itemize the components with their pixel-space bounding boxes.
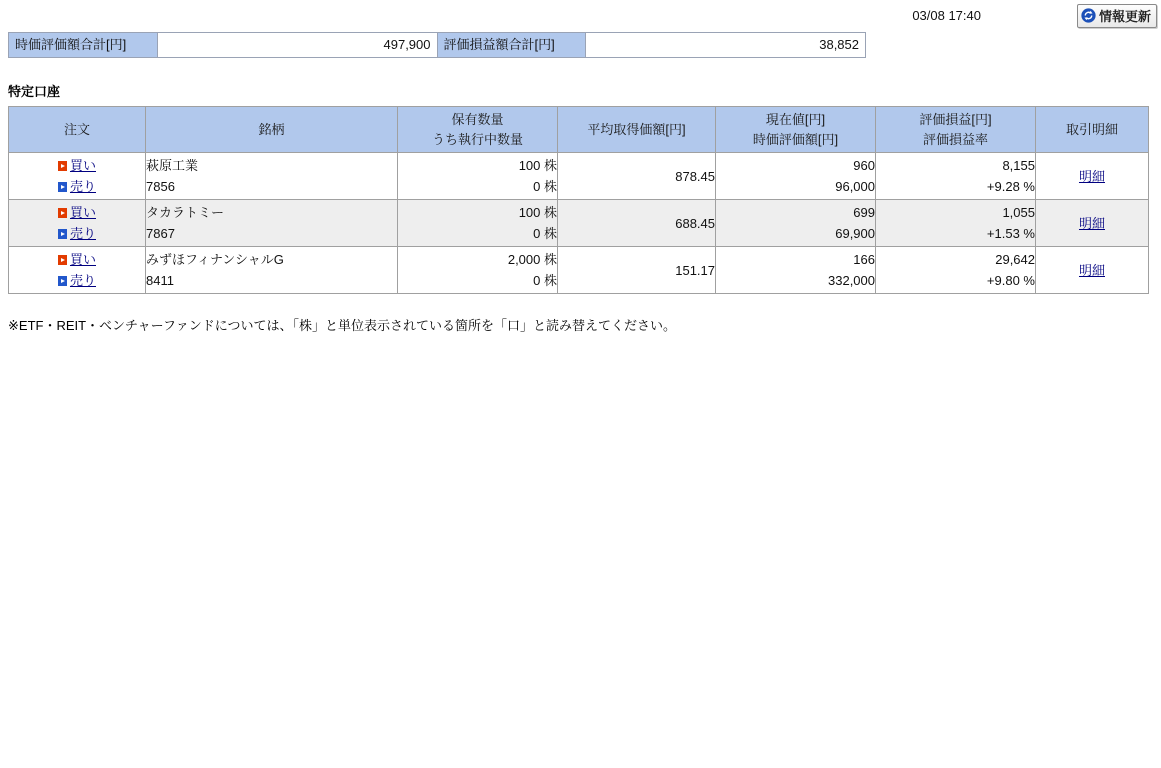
detail-link[interactable]: 明細: [1078, 168, 1105, 184]
market-value: 69,900: [835, 226, 875, 241]
etf-unit-footnote: ※ETF・REIT・ベンチャーファンドについては、「株」と単位表示されている箇所を「口」と読み替えてください。: [8, 318, 676, 333]
buy-link[interactable]: 買い: [69, 158, 96, 173]
order-cell: [9, 247, 146, 294]
quantity-cell: [398, 247, 558, 294]
current-price: 166: [853, 252, 875, 267]
buy-arrow-icon: [58, 255, 67, 265]
pl-cell: [876, 247, 1036, 294]
pl-total-value: 38,852: [586, 33, 866, 58]
timestamp: 03/08 17:40: [912, 8, 981, 23]
stock-name: みずほフィナンシャルG: [146, 252, 284, 267]
refresh-button[interactable]: [1077, 4, 1157, 28]
market-value-total-value: 497,900: [158, 33, 438, 58]
detail-link[interactable]: 明細: [1078, 262, 1105, 278]
market-value: 96,000: [835, 179, 875, 194]
executing-quantity: 0 株: [533, 226, 557, 241]
avg-price-cell: 151.17: [558, 247, 716, 294]
buy-link[interactable]: 買い: [69, 205, 96, 220]
pl-cell: [876, 153, 1036, 200]
pl-amount: 1,055: [1002, 205, 1035, 220]
table-row: [9, 200, 1149, 247]
market-value: 332,000: [828, 273, 875, 288]
stock-cell: [146, 247, 398, 294]
col-header-trade-detail: 取引明細: [1036, 107, 1149, 153]
col-header-name: 銘柄: [146, 107, 398, 153]
buy-arrow-icon: [58, 161, 67, 171]
order-cell: [9, 200, 146, 247]
current-price-cell: [716, 200, 876, 247]
stock-code: 7867: [146, 226, 175, 241]
stock-code: 8411: [146, 273, 174, 288]
table-row: [9, 153, 1149, 200]
quantity-cell: [398, 153, 558, 200]
sell-arrow-icon: [58, 229, 67, 239]
refresh-button-label: 情報更新: [1098, 9, 1151, 24]
current-price-cell: [716, 153, 876, 200]
sell-link[interactable]: 売り: [69, 179, 96, 194]
current-price-cell: [716, 247, 876, 294]
col-header-order: 注文: [9, 107, 146, 153]
held-quantity: 2,000 株: [507, 252, 557, 267]
top-bar: [0, 0, 1161, 32]
sell-arrow-icon: [58, 182, 67, 192]
stock-name: 萩原工業: [146, 158, 199, 173]
col-header-quantity: 保有数量 うち執行中数量: [398, 107, 558, 153]
table-row: [9, 247, 1149, 294]
sell-link[interactable]: 売り: [69, 273, 96, 288]
totals-summary-bar: [8, 32, 866, 58]
refresh-icon: [1081, 8, 1096, 23]
col-header-pl: 評価損益[円] 評価損益率: [876, 107, 1036, 153]
buy-link[interactable]: 買い: [69, 252, 96, 267]
held-quantity: 100 株: [518, 158, 557, 173]
holdings-table: [8, 106, 1149, 294]
executing-quantity: 0 株: [533, 273, 557, 288]
buy-arrow-icon: [58, 208, 67, 218]
pl-amount: 8,155: [1002, 158, 1035, 173]
pl-cell: [876, 200, 1036, 247]
pl-rate: +9.80 %: [986, 273, 1035, 288]
detail-cell: [1036, 247, 1149, 294]
detail-cell: [1036, 200, 1149, 247]
header-row: [9, 107, 1149, 153]
avg-price-cell: 688.45: [558, 200, 716, 247]
quantity-cell: [398, 200, 558, 247]
current-price: 699: [853, 205, 875, 220]
pl-amount: 29,642: [995, 252, 1035, 267]
current-price: 960: [853, 158, 875, 173]
order-cell: [9, 153, 146, 200]
sell-arrow-icon: [58, 276, 67, 286]
sell-link[interactable]: 売り: [69, 226, 96, 241]
col-header-current-price: 現在値[円] 時価評価額[円]: [716, 107, 876, 153]
pl-rate: +9.28 %: [986, 179, 1035, 194]
stock-cell: [146, 200, 398, 247]
stock-code: 7856: [146, 179, 175, 194]
section-title-tokutei-account: 特定口座: [8, 84, 61, 99]
market-value-total-label: 時価評価額合計[円]: [9, 33, 158, 58]
stock-name: タカラトミー: [146, 205, 225, 220]
pl-rate: +1.53 %: [986, 226, 1035, 241]
detail-link[interactable]: 明細: [1078, 215, 1105, 231]
pl-total-label: 評価損益額合計[円]: [438, 33, 587, 58]
executing-quantity: 0 株: [533, 179, 557, 194]
col-header-avg-price: 平均取得価額[円]: [558, 107, 716, 153]
stock-cell: [146, 153, 398, 200]
detail-cell: [1036, 153, 1149, 200]
avg-price-cell: 878.45: [558, 153, 716, 200]
held-quantity: 100 株: [518, 205, 557, 220]
